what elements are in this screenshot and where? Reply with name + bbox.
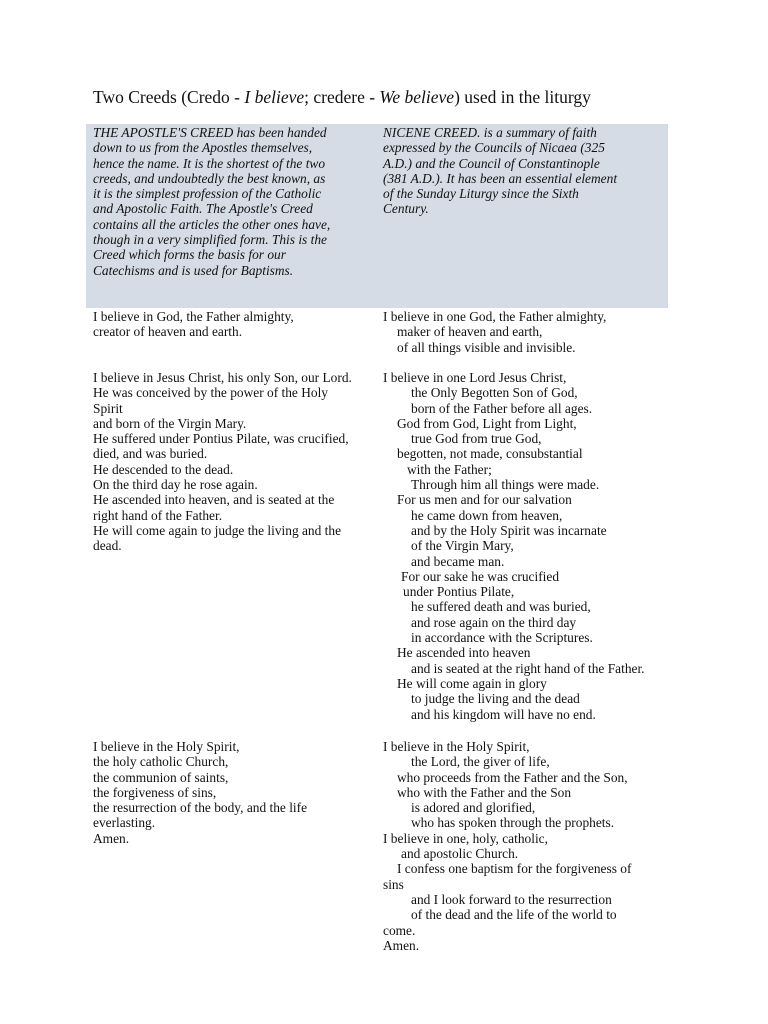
creed-line: I believe in one, holy, catholic,: [383, 830, 548, 846]
intro-line: and Apostolic Faith. The Apostle's Creed: [93, 201, 313, 217]
creed-line: true God from true God,: [411, 431, 542, 447]
creed-line: He was conceived by the power of the Holy: [93, 385, 329, 401]
nicene-creed-section-father: [383, 309, 673, 355]
creed-line: he suffered death and was buried,: [411, 599, 591, 615]
creed-line: and rose again on the third day: [411, 614, 577, 630]
creed-line: He descended to the dead.: [93, 461, 234, 477]
creed-line: For us men and for our salvation: [397, 492, 572, 508]
title-part-3: ) used in the liturgy: [454, 87, 591, 107]
creed-line: dead.: [93, 538, 122, 554]
creed-line: the holy catholic Church,: [93, 754, 229, 770]
creed-line: the Only Begotten Son of God,: [411, 385, 578, 401]
creed-line: maker of heaven and earth,: [397, 324, 543, 340]
creed-line: For our sake he was crucified: [401, 568, 560, 584]
creed-line: to judge the living and the dead: [411, 691, 580, 707]
intro-line: it is the simplest profession of the Catholic: [93, 186, 322, 202]
intro-line: hence the name. It is the shortest of the two: [93, 155, 326, 171]
creed-line: He suffered under Pontius Pilate, was crucified,: [93, 431, 349, 447]
creed-line: Spirit: [93, 400, 123, 416]
title-part-1: Two Creeds (Credo -: [93, 87, 245, 107]
creed-line: creator of heaven and earth.: [93, 324, 243, 340]
creed-line: died, and was buried.: [93, 446, 208, 462]
intro-line: expressed by the Councils of Nicaea (325: [383, 140, 605, 156]
creed-line: who has spoken through the prophets.: [411, 815, 615, 831]
intro-line: NICENE CREED. is a summary of faith: [383, 125, 597, 140]
apostles-creed-section-spirit: [93, 739, 378, 846]
intro-line: Creed which forms the basis for our: [93, 247, 286, 263]
nicene-creed-intro: [383, 125, 673, 217]
creed-line: the Lord, the giver of life,: [411, 754, 550, 770]
apostles-creed-section-son: [93, 370, 378, 554]
creed-line: under Pontius Pilate,: [403, 584, 515, 600]
creed-line: of the dead and the life of the world to: [411, 907, 617, 923]
creed-line: sins: [383, 876, 404, 892]
title-italic-we-believe: We believe: [379, 87, 455, 107]
creed-line: I believe in one God, the Father almighty,: [383, 309, 607, 324]
apostles-creed-intro: [93, 125, 378, 278]
creed-line: Amen.: [93, 830, 130, 846]
creed-line: God from God, Light from Light,: [397, 415, 577, 431]
creed-line: of all things visible and invisible.: [397, 339, 576, 355]
creed-line: of the Virgin Mary,: [411, 538, 514, 554]
creed-line: On the third day he rose again.: [93, 477, 258, 493]
creed-line: He ascended into heaven, and is seated at the: [93, 492, 335, 508]
creed-line: the forgiveness of sins,: [93, 784, 217, 800]
creed-line: the communion of saints,: [93, 769, 229, 785]
creed-line: I believe in one Lord Jesus Christ,: [383, 370, 567, 385]
creed-line: born of the Father before all ages.: [411, 400, 593, 416]
intro-line: THE APOSTLE'S CREED has been handed: [93, 125, 327, 140]
creed-line: and became man.: [411, 553, 505, 569]
creed-line: Through him all things were made.: [411, 477, 600, 493]
creed-line: everlasting.: [93, 815, 156, 831]
creed-line: and born of the Virgin Mary.: [93, 415, 247, 431]
apostles-creed-section-father: [93, 309, 378, 340]
intro-line: Century.: [383, 201, 429, 217]
title-italic-i-believe: I believe: [244, 87, 305, 107]
creed-line: and is seated at the right hand of the Father.: [411, 660, 645, 676]
title-part-2: ; credere -: [304, 87, 380, 107]
creed-line: come.: [383, 922, 416, 938]
creed-line: in accordance with the Scriptures.: [411, 630, 593, 646]
creed-line: I confess one baptism for the forgiveness of: [397, 861, 632, 877]
creed-line: he came down from heaven,: [411, 507, 563, 523]
creed-line: I believe in God, the Father almighty,: [93, 309, 294, 324]
creed-line: I believe in Jesus Christ, his only Son, our Lord.: [93, 370, 352, 385]
creed-line: who proceeds from the Father and the Son,: [397, 769, 628, 785]
creed-line: I believe in the Holy Spirit,: [383, 739, 530, 754]
intro-line: of the Sunday Liturgy since the Sixth: [383, 186, 579, 202]
creed-line: with the Father;: [407, 461, 492, 477]
intro-line: A.D.) and the Council of Constantinople: [383, 155, 600, 171]
creed-line: and apostolic Church.: [401, 846, 519, 862]
creed-line: I believe in the Holy Spirit,: [93, 739, 240, 754]
creed-line: He ascended into heaven: [397, 645, 531, 661]
creed-line: and his kingdom will have no end.: [411, 706, 596, 722]
intro-line: down to us from the Apostles themselves,: [93, 140, 313, 156]
intro-line: creeds, and undoubtedly the best known, as: [93, 170, 326, 186]
creed-line: and by the Holy Spirit was incarnate: [411, 522, 607, 538]
creed-line: the resurrection of the body, and the life: [93, 800, 308, 816]
intro-line: contains all the articles the other ones have,: [93, 216, 331, 232]
intro-line: Catechisms and is used for Baptisms.: [93, 262, 294, 278]
creed-line: He will come again in glory: [397, 675, 547, 691]
creed-line: who with the Father and the Son: [397, 784, 572, 800]
creed-line: Amen.: [383, 937, 420, 953]
creed-line: begotten, not made, consubstantial: [397, 446, 583, 462]
creed-line: and I look forward to the resurrection: [411, 891, 612, 907]
creed-line: He will come again to judge the living and the: [93, 522, 342, 538]
page-title: [93, 87, 591, 108]
intro-line: though in a very simplified form. This is the: [93, 232, 327, 248]
creed-line: is adored and glorified,: [411, 800, 536, 816]
intro-line: (381 A.D.). It has been an essential element: [383, 170, 618, 186]
creed-line: right hand of the Father.: [93, 507, 223, 523]
nicene-creed-section-spirit: [383, 739, 673, 953]
nicene-creed-section-son: [383, 370, 673, 722]
